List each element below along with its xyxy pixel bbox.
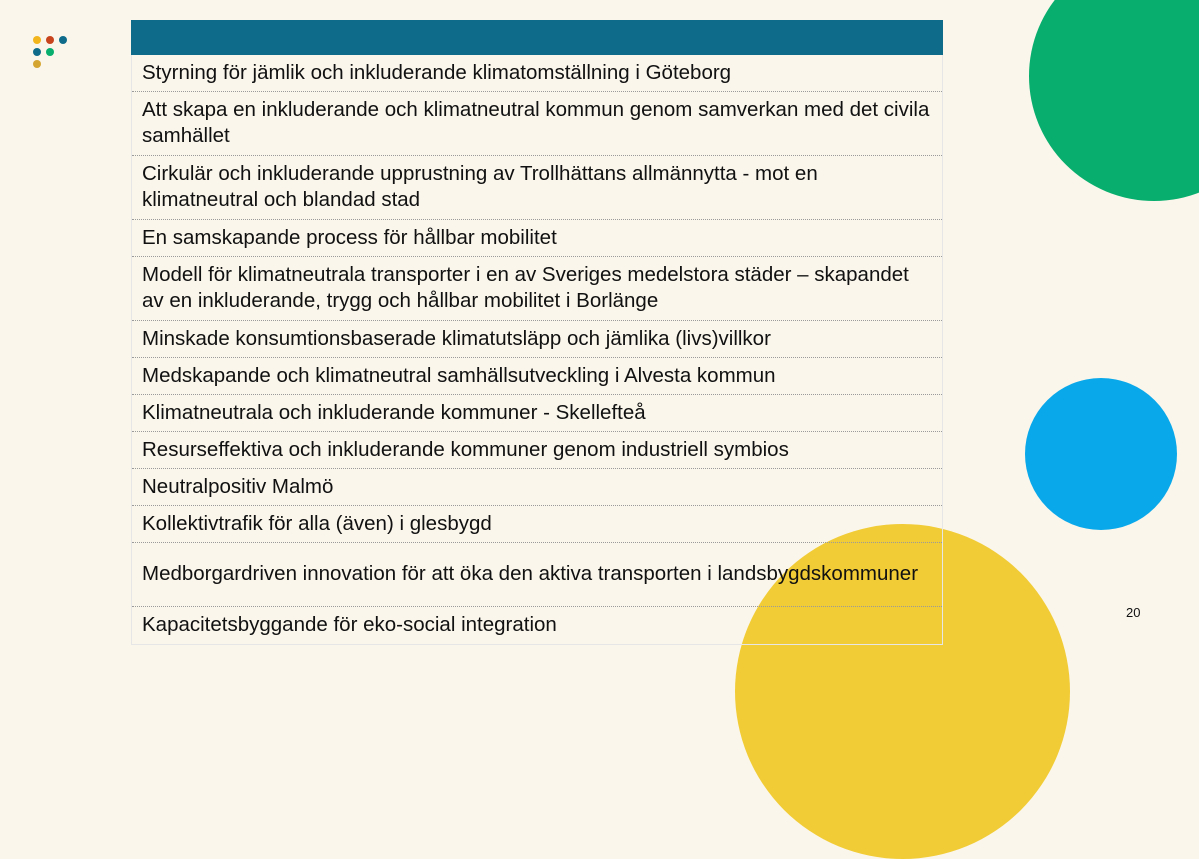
row-text: Minskade konsumtionsbaserade klimatutsläpp och jämlika (livs)villkor xyxy=(142,326,771,350)
logo-dot xyxy=(59,36,67,44)
logo-dot xyxy=(46,48,54,56)
project-table xyxy=(131,20,943,645)
table-row xyxy=(132,607,942,644)
table-row xyxy=(132,55,942,92)
table-row xyxy=(132,543,942,607)
row-text: Resurseffektiva och inkluderande kommuner genom industriell symbios xyxy=(142,437,789,461)
table-row xyxy=(132,506,942,543)
table-row xyxy=(132,156,942,220)
row-text: En samskapande process för hållbar mobilitet xyxy=(142,225,557,249)
logo-dots-icon xyxy=(30,33,75,73)
table-body xyxy=(131,55,943,645)
logo-dot xyxy=(33,48,41,56)
row-text: Modell för klimatneutrala transporter i en av Sveriges medelstora städer – skapandet av en inkluderande, trygg och hållbar mobilitet i Borlänge xyxy=(142,263,909,312)
table-row xyxy=(132,220,942,257)
row-text: Medborgardriven innovation för att öka den aktiva transporten i landsbygdskommuner xyxy=(142,562,919,585)
row-text: Klimatneutrala och inkluderande kommuner - Skellefteå xyxy=(142,400,646,424)
table-row xyxy=(132,395,942,432)
logo-dot xyxy=(33,60,41,68)
table-row xyxy=(132,358,942,395)
table-row xyxy=(132,321,942,358)
table-header xyxy=(131,20,943,55)
row-text: Att skapa en inkluderande och klimatneutral kommun genom samverkan med det civila samhället xyxy=(142,98,930,147)
logo-dot xyxy=(46,36,54,44)
decorative-blue-circle xyxy=(1025,378,1177,530)
table-row xyxy=(132,92,942,156)
row-text: Neutralpositiv Malmö xyxy=(142,474,334,498)
row-text: Kapacitetsbyggande för eko-social integration xyxy=(142,613,557,636)
logo-dot xyxy=(33,36,41,44)
page-number: 20 xyxy=(1126,605,1141,620)
decorative-green-circle xyxy=(1029,0,1199,201)
row-text: Kollektivtrafik för alla (även) i glesbygd xyxy=(142,511,492,535)
row-text: Medskapande och klimatneutral samhällsutveckling i Alvesta kommun xyxy=(142,363,776,387)
table-row xyxy=(132,469,942,506)
row-text: Cirkulär och inkluderande upprustning av Trollhättans allmännytta - mot en klimatneutral och blandad stad xyxy=(142,162,818,211)
row-text: Styrning för jämlik och inkluderande klimatomställning i Göteborg xyxy=(142,60,732,84)
table-row xyxy=(132,257,942,321)
table-row xyxy=(132,432,942,469)
